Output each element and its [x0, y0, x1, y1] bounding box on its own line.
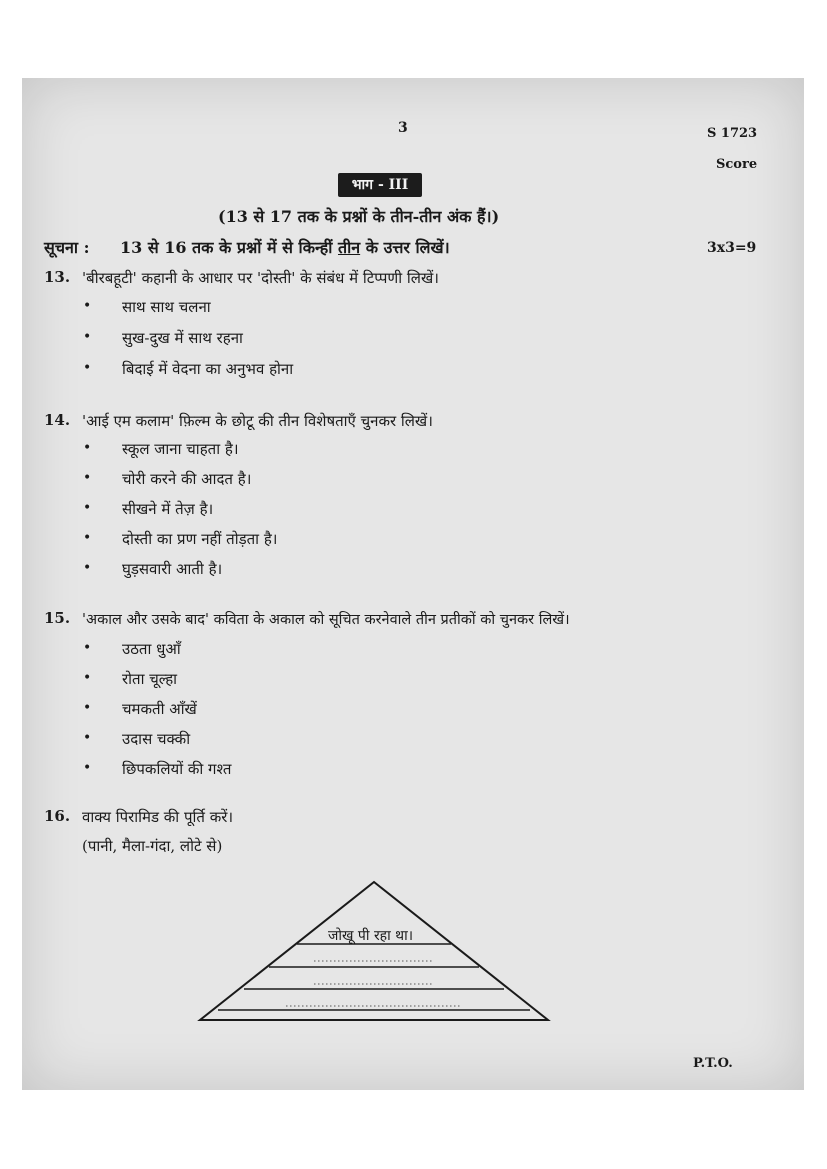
answer-item: घुड़सवारी आती है। — [122, 560, 223, 578]
bullet: • — [83, 560, 92, 576]
page-number: 3 — [398, 120, 408, 136]
notice-label: सूचना : — [44, 238, 90, 257]
pyramid-top-sentence: जोखू पी रहा था। — [328, 928, 414, 944]
answer-item: चोरी करने की आदत है। — [122, 470, 252, 488]
question-number: 13. — [44, 268, 71, 286]
marks-label: 3x3=9 — [707, 240, 757, 256]
answer-item: दोस्ती का प्रण नहीं तोड़ता है। — [122, 530, 278, 548]
notice-text: 13 से 16 तक के प्रश्नों में से किन्हीं तीन के उत्तर लिखें। — [120, 238, 450, 257]
answer-item: रोता चूल्हा — [122, 670, 178, 688]
answer-item: चमकती आँखें — [122, 700, 197, 718]
answer-item: सीखने में तेज़ है। — [122, 500, 214, 518]
answer-item: बिदाई में वेदना का अनुभव होना — [122, 360, 294, 378]
bullet: • — [83, 530, 92, 546]
bullet: • — [83, 298, 92, 314]
question-text: 'आई एम कलाम' फ़िल्म के छोटू की तीन विशेषताएँ चुनकर लिखें। — [82, 412, 433, 430]
answer-item: सुख-दुख में साथ रहना — [122, 329, 243, 347]
question-number: 15. — [44, 609, 71, 627]
pto-label: P.T.O. — [693, 1056, 733, 1071]
answer-item: छिपकलियों की गश्त — [122, 760, 232, 778]
answer-item: स्कूल जाना चाहता है। — [122, 440, 239, 458]
bullet: • — [83, 640, 92, 656]
question-hint: (पानी, मैला-गंदा, लोटे से) — [82, 837, 223, 855]
bullet: • — [83, 700, 92, 716]
bullet: • — [83, 500, 92, 516]
answer-item: उदास चक्की — [122, 730, 191, 748]
bullet: • — [83, 440, 92, 456]
question-text: 'अकाल और उसके बाद' कविता के अकाल को सूचित करनेवाले तीन प्रतीकों को चुनकर लिखें। — [82, 612, 570, 628]
question-number: 14. — [44, 411, 71, 429]
bullet: • — [83, 760, 92, 776]
bullet: • — [83, 670, 92, 686]
section-instruction: (13 से 17 तक के प्रश्नों के तीन-तीन अंक हैं।) — [218, 207, 500, 226]
bullet: • — [83, 470, 92, 486]
answer-item: उठता धुआँ — [122, 640, 181, 658]
bullet: • — [83, 329, 92, 345]
question-text: 'बीरबहूटी' कहानी के आधार पर 'दोस्ती' के संबंध में टिप्पणी लिखें। — [82, 269, 439, 287]
bullet: • — [83, 730, 92, 746]
answer-item: साथ साथ चलना — [122, 298, 211, 316]
pyramid-outline — [200, 882, 548, 1020]
part-badge: भाग - III — [338, 173, 422, 197]
question-number: 16. — [44, 807, 71, 825]
score-label: Score — [716, 157, 758, 172]
question-text: वाक्य पिरामिड की पूर्ति करें। — [82, 808, 234, 826]
sentence-pyramid — [196, 878, 552, 1026]
paper-code: S 1723 — [707, 126, 758, 141]
bullet: • — [83, 360, 92, 376]
